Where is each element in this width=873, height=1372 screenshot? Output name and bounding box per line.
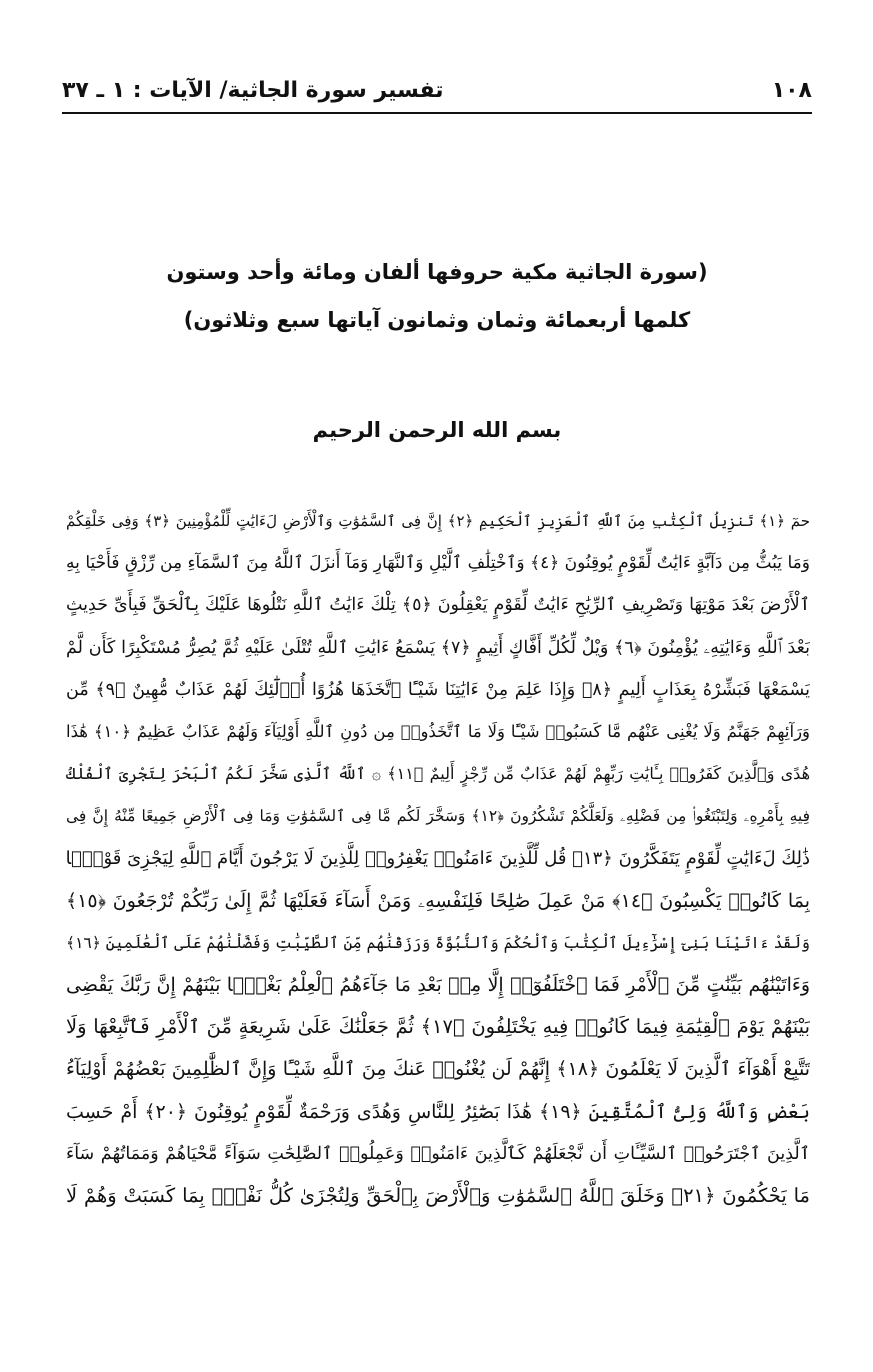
page-header: [62, 70, 812, 110]
surah-intro-line-1: (سورة الجاثية مكية حروفها ألفان ومائة وأحد وستون: [166, 260, 708, 284]
header-rule: [62, 112, 812, 114]
verse-line: حمٓ ﴿١﴾ تَنزِيلُ ٱلْكِتَٰبِ مِنَ ٱللَّهِ ٱلْعَزِيزِ ٱلْحَكِيمِ ﴿٢﴾ إِنَّ فِى ٱلسَّمَٰوَٰتِ وَٱلْأَرْضِ لَءَايَٰتٍ لِّلْمُؤْمِنِينَ ﴿٣﴾ وَفِى خَلْقِكُمْ: [66, 512, 810, 530]
running-title: تفسير سورة الجاثية/ الآيات : ١ ـ ٣٧: [62, 77, 444, 103]
verse-line: وَلَقَدْ ءَاتَيْنَا بَنِىٓ إِسْرَٰٓءِيلَ ٱلْكِتَٰبَ وَٱلْحُكْمَ وَٱلنُّبُوَّةَ وَرَزَقْنَٰهُم مِّنَ ٱلطَّيِّبَٰتِ وَفَضَّلْنَٰهُمْ عَلَى ٱلْعَٰلَمِينَ ﴿١٦﴾: [66, 933, 810, 952]
verse-line: ٱلْأَرْضَ بَعْدَ مَوْتِهَا وَتَصْرِيفِ ٱلرِّيَٰحِ ءَايَٰتٌ لِّقَوْمٍ يَعْقِلُونَ ﴿٥﴾ تِلْكَ ءَايَٰتُ ٱللَّهِ نَتْلُوهَا عَلَيْكَ بِٱلْحَقِّ فَبِأَىِّ حَدِيثٍ: [66, 595, 810, 616]
surah-intro-line-2: كلمها أربعمائة وثمان وثمانون آياتها سبع وثلاثون): [183, 308, 691, 332]
verse-line: ذَٰلِكَ لَءَايَٰتٍ لِّقَوْمٍ يَتَفَكَّرُونَ ﴿١٣﴾ قُل لِّلَّذِينَ ءَامَنُوا۟ يَغْفِرُوا۟ لِلَّذِينَ لَا يَرْجُونَ أَيَّامَ ٱللَّهِ لِيَجْزِىَ قَوْمًۢا: [66, 847, 810, 869]
verses-block: [66, 500, 810, 1217]
verse-line: يَسْمَعْهَا فَبَشِّرْهُ بِعَذَابٍ أَلِيمٍ ﴿٨﴾ وَإِذَا عَلِمَ مِنْ ءَايَٰتِنَا شَيْـًٔا ٱتَّخَذَهَا هُزُوًا أُو۟لَٰٓئِكَ لَهُمْ عَذَابٌ مُّهِينٌ ﴿٩﴾ مِّن: [66, 679, 810, 700]
verse-line: بَعْدَ ٱللَّهِ وَءَايَٰتِهِۦ يُؤْمِنُونَ ﴿٦﴾ وَيْلٌ لِّكُلِّ أَفَّاكٍ أَثِيمٍ ﴿٧﴾ يَسْمَعُ ءَايَٰتِ ٱللَّهِ تُتْلَىٰ عَلَيْهِ ثُمَّ يُصِرُّ مُسْتَكْبِرًا كَأَن لَّمْ: [66, 637, 810, 658]
verse-line: بَعْضٍ وَٱللَّهُ وَلِىُّ ٱلْمُتَّقِينَ ﴿١٩﴾ هَٰذَا بَصَٰٓئِرُ لِلنَّاسِ وَهُدًى وَرَحْمَةٌ لِّقَوْمٍ يُوقِنُونَ ﴿٢٠﴾ أَمْ حَسِبَ: [66, 1100, 810, 1123]
verse-line: تَتَّبِعْ أَهْوَآءَ ٱلَّذِينَ لَا يَعْلَمُونَ ﴿١٨﴾ إِنَّهُمْ لَن يُغْنُوا۟ عَنكَ مِنَ ٱللَّهِ شَيْـًٔا وَإِنَّ ٱلظَّٰلِمِينَ بَعْضُهُمْ أَوْلِيَآءُ: [66, 1058, 810, 1081]
verse-line: فِيهِ بِأَمْرِهِۦ وَلِتَبْتَغُوا۟ مِن فَضْلِهِۦ وَلَعَلَّكُمْ تَشْكُرُونَ ﴿١٢﴾ وَسَخَّرَ لَكُم مَّا فِى ٱلسَّمَٰوَٰتِ وَمَا فِى ٱلْأَرْضِ جَمِيعًا مِّنْهُ إِنَّ فِى: [66, 807, 810, 826]
verse-line: وَرَآئِهِمْ جَهَنَّمُ وَلَا يُغْنِى عَنْهُم مَّا كَسَبُوا۟ شَيْـًٔا وَلَا مَا ٱتَّخَذُوا۟ مِن دُونِ ٱللَّهِ أَوْلِيَآءَ وَلَهُمْ عَذَابٌ عَظِيمٌ ﴿١٠﴾ هَٰذَا: [66, 721, 810, 741]
surah-intro: [62, 248, 812, 344]
verse-line: هُدًى وَٱلَّذِينَ كَفَرُوا۟ بِـَٔايَٰتِ رَبِّهِمْ لَهُمْ عَذَابٌ مِّن رِّجْزٍ أَلِيمٌ ﴿١١﴾ ۞ ٱللَّهُ ٱلَّذِى سَخَّرَ لَكُمُ ٱلْبَحْرَ لِتَجْرِىَ ٱلْفُلْكُ: [66, 764, 810, 784]
verse-line: بَيْنَهُمْ يَوْمَ ٱلْقِيَٰمَةِ فِيمَا كَانُوا۟ فِيهِ يَخْتَلِفُونَ ﴿١٧﴾ ثُمَّ جَعَلْنَٰكَ عَلَىٰ شَرِيعَةٍ مِّنَ ٱلْأَمْرِ فَٱتَّبِعْهَا وَلَا: [66, 1015, 810, 1039]
basmala: بسم الله الرحمن الرحيم: [312, 418, 562, 442]
verse-line: وَءَاتَيْنَٰهُم بَيِّنَٰتٍ مِّنَ ٱلْأَمْرِ فَمَا ٱخْتَلَفُوٓا۟ إِلَّا مِنۢ بَعْدِ مَا جَآءَهُمُ ٱلْعِلْمُ بَغْيًۢا بَيْنَهُمْ إِنَّ رَبَّكَ يَقْضِى: [66, 974, 810, 997]
verse-line: ٱلَّذِينَ ٱجْتَرَحُوا۟ ٱلسَّيِّـَٔاتِ أَن نَّجْعَلَهُمْ كَٱلَّذِينَ ءَامَنُوا۟ وَعَمِلُوا۟ ٱلصَّٰلِحَٰتِ سَوَآءً مَّحْيَاهُمْ وَمَمَاتُهُمْ سَآءَ: [66, 1143, 810, 1164]
page-number: ١٠٨: [771, 77, 812, 103]
verse-line: مَا يَحْكُمُونَ ﴿٢١﴾ وَخَلَقَ ٱللَّهُ ٱلسَّمَٰوَٰتِ وَٱلْأَرْضَ بِٱلْحَقِّ وَلِتُجْزَىٰ كُلُّ نَفْسٍۭ بِمَا كَسَبَتْ وَهُمْ لَا: [66, 1184, 810, 1207]
verse-line: وَمَا يَبُثُّ مِن دَآبَّةٍ ءَايَٰتٌ لِّقَوْمٍ يُوقِنُونَ ﴿٤﴾ وَٱخْتِلَٰفِ ٱلَّيْلِ وَٱلنَّهَارِ وَمَآ أَنزَلَ ٱللَّهُ مِنَ ٱلسَّمَآءِ مِن رِّزْقٍ فَأَحْيَا بِهِ: [66, 553, 810, 574]
verse-line: بِمَا كَانُوا۟ يَكْسِبُونَ ﴿١٤﴾ مَنْ عَمِلَ صَٰلِحًا فَلِنَفْسِهِۦ وَمَنْ أَسَآءَ فَعَلَيْهَا ثُمَّ إِلَىٰ رَبِّكُمْ تُرْجَعُونَ ﴿١٥﴾: [66, 889, 810, 912]
